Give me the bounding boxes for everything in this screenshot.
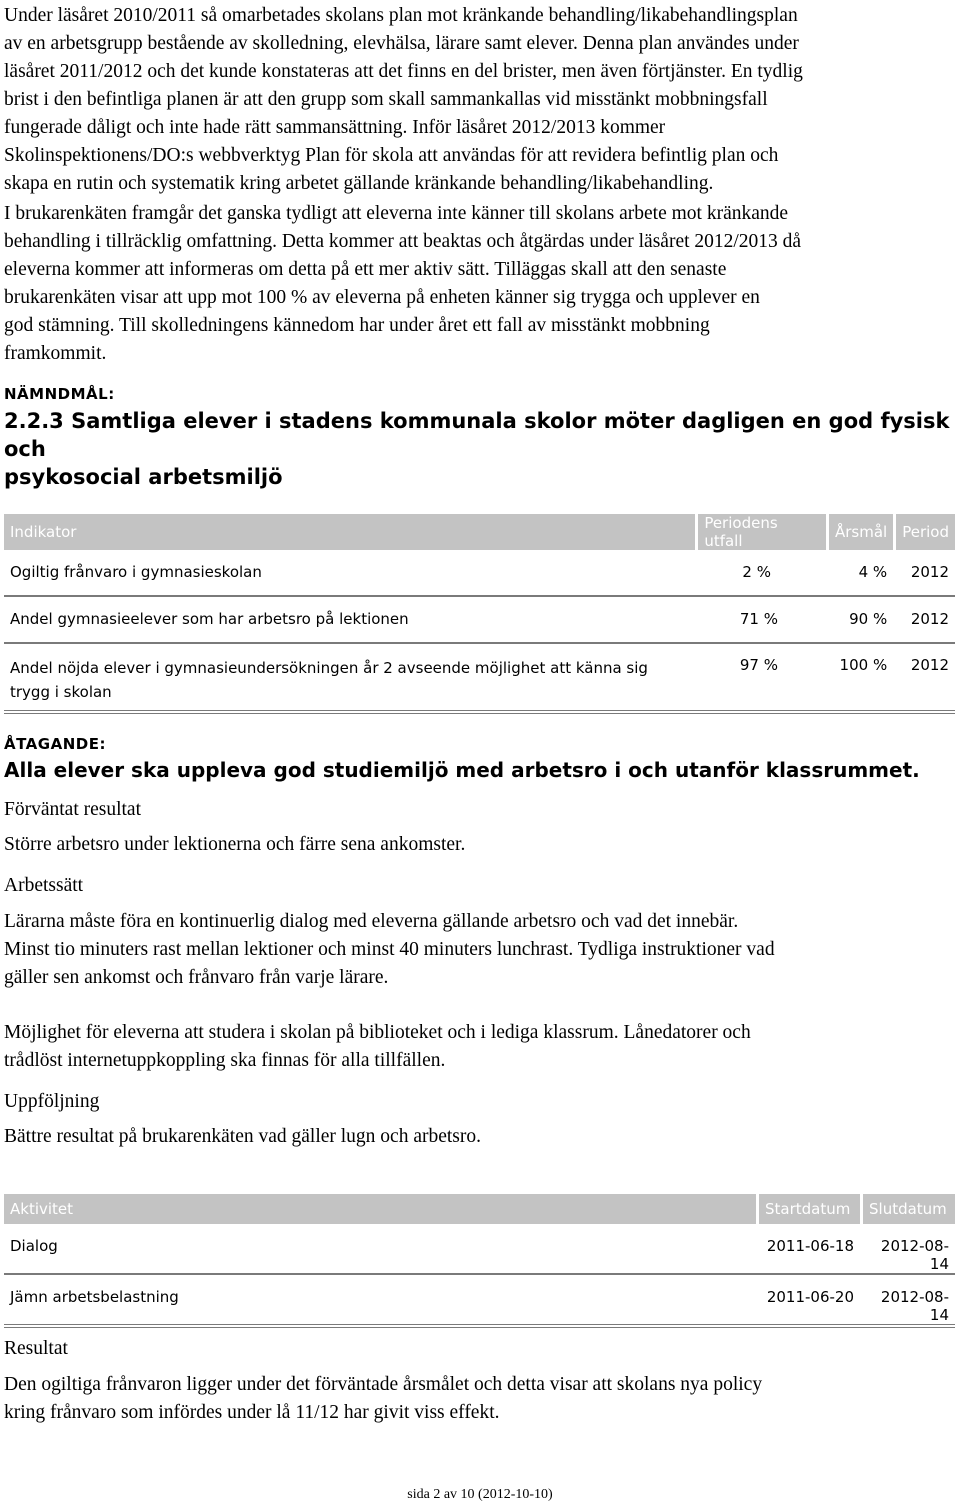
text-line: framkommit. <box>4 343 107 364</box>
method-paragraph <box>4 1019 956 1075</box>
goal-label: NÄMNDMÅL: <box>4 385 115 403</box>
table-row <box>4 550 955 597</box>
table-row <box>4 1224 955 1275</box>
expected-heading: Förväntat resultat <box>4 799 142 820</box>
text-line: trådlöst internetuppkoppling ska finnas för alla tillfällen. <box>4 1050 446 1071</box>
text-line: Möjlighet för eleverna att studera i skolan på biblioteket och i lediga klassrum. Lånedatorer och <box>4 1022 751 1043</box>
followup-heading: Uppföljning <box>4 1091 100 1112</box>
target-cell: 100 % <box>826 644 893 714</box>
indicator-cell: Andel nöjda elever i gymnasieundersökningen år 2 avseende möjlighet att känna sig trygg i skolan <box>4 644 695 714</box>
table-row <box>4 597 955 644</box>
text-line: eleverna kommer att informeras om detta på ett mer aktiv sätt. Tilläggas skall att den senaste <box>4 259 727 280</box>
column-header-start: Startdatum <box>756 1194 860 1224</box>
text-line: av en arbetsgrupp bestående av skolledning, elevhälsa, lärare samt elever. Denna plan användes under <box>4 33 799 54</box>
activity-cell: Dialog <box>4 1224 756 1275</box>
outcome-cell: 71 % <box>695 597 826 644</box>
text-line: Skolinspektionens/DO:s webbverktyg Plan för skola att användas för att revidera befintlig plan och <box>4 145 779 166</box>
indicator-cell: Ogiltig frånvaro i gymnasieskolan <box>4 550 695 597</box>
text-line: god stämning. Till skolledningens kännedom har under året ett fall av misstänkt mobbning <box>4 315 710 336</box>
text-line: kring frånvaro som infördes under lå 11/12 har givit viss effekt. <box>4 1402 500 1423</box>
activity-cell: Jämn arbetsbelastning <box>4 1275 756 1328</box>
commitment-section <box>4 735 956 784</box>
text-line: brukarenkäten visar att upp mot 100 % av eleverna på enheten känner sig trygga och upplever en <box>4 287 760 308</box>
start-date-cell: 2011-06-18 <box>756 1224 860 1275</box>
table-row <box>4 1275 955 1328</box>
indicator-table-wrapper <box>4 514 955 714</box>
period-cell: 2012 <box>893 644 955 714</box>
target-cell: 90 % <box>826 597 893 644</box>
column-header-activity: Aktivitet <box>4 1194 756 1224</box>
text-line: läsåret 2011/2012 och det kunde konstateras att det finns en del brister, men även förtjänster. En tydlig <box>4 61 803 82</box>
followup-text: Bättre resultat på brukarenkäten vad gäller lugn och arbetsro. <box>4 1126 482 1147</box>
target-cell: 4 % <box>826 550 893 597</box>
end-date-cell: 2012-08-14 <box>860 1224 955 1275</box>
column-header-indicator: Indikator <box>4 514 695 550</box>
text-line: fungerade dåligt och inte hade rätt sammansättning. Inför läsåret 2012/2013 kommer <box>4 117 666 138</box>
expected-text: Större arbetsro under lektionerna och färre sena ankomster. <box>4 834 466 855</box>
text-line: behandling i tillräcklig omfattning. Detta kommer att beaktas och åtgärdas under läsåret 2012/2013 då <box>4 231 802 252</box>
text-line: Under läsåret 2010/2011 så omarbetades skolans plan mot kränkande behandling/likabehandlingsplan <box>4 5 798 26</box>
text-line: brist i den befintliga planen är att den grupp som skall sammankallas vid misstänkt mobbningsfall <box>4 89 768 110</box>
table-header-row <box>4 1194 955 1224</box>
indicator-cell: Andel gymnasieelever som har arbetsro på lektionen <box>4 597 695 644</box>
outcome-cell: 2 % <box>695 550 826 597</box>
intro-paragraph <box>4 2 956 198</box>
column-header-period: Period <box>893 514 955 550</box>
column-header-outcome: Periodens utfall <box>695 514 826 550</box>
text-line: Den ogiltiga frånvaron ligger under det förväntade årsmålet och detta visar att skolans nya policy <box>4 1374 763 1395</box>
goal-title <box>4 407 956 491</box>
result-paragraph <box>4 1371 956 1427</box>
survey-paragraph <box>4 200 956 368</box>
indicator-table <box>4 514 955 714</box>
text-line: Minst tio minuters rast mellan lektioner och minst 40 minuters lunchrast. Tydliga instruktioner vad <box>4 939 775 960</box>
goal-title-line: 2.2.3 Samtliga elever i stadens kommunala skolor möter dagligen en god fysisk och <box>4 409 950 461</box>
table-header-row <box>4 514 955 550</box>
end-date-cell: 2012-08-14 <box>860 1275 955 1328</box>
period-cell: 2012 <box>893 597 955 644</box>
text-line: skapa en rutin och systematik kring arbetet gällande kränkande behandling/likabehandling. <box>4 173 714 194</box>
period-cell: 2012 <box>893 550 955 597</box>
activity-table-wrapper <box>4 1194 955 1328</box>
commitment-title: Alla elever ska uppleva god studiemiljö med arbetsro i och utanför klassrummet. <box>4 758 920 782</box>
method-heading: Arbetssätt <box>4 875 84 896</box>
goal-title-line: psykosocial arbetsmiljö <box>4 465 283 489</box>
outcome-cell: 97 % <box>695 644 826 714</box>
commitment-label: ÅTAGANDE: <box>4 735 106 753</box>
method-paragraph <box>4 908 956 992</box>
page-footer: sida 2 av 10 (2012-10-10) <box>407 1487 553 1502</box>
start-date-cell: 2011-06-20 <box>756 1275 860 1328</box>
text-line: Lärarna måste föra en kontinuerlig dialog med eleverna gällande arbetsro och vad det innebär. <box>4 911 739 932</box>
text-line: I brukarenkäten framgår det ganska tydligt att eleverna inte känner till skolans arbete mot kränkande <box>4 203 789 224</box>
table-row <box>4 644 955 714</box>
column-header-end: Slutdatum <box>860 1194 955 1224</box>
column-header-target: Årsmål <box>826 514 893 550</box>
activity-table <box>4 1194 955 1328</box>
goal-section <box>4 385 956 491</box>
text-line: gäller sen ankomst och frånvaro från varje lärare. <box>4 967 389 988</box>
result-heading: Resultat <box>4 1338 68 1359</box>
